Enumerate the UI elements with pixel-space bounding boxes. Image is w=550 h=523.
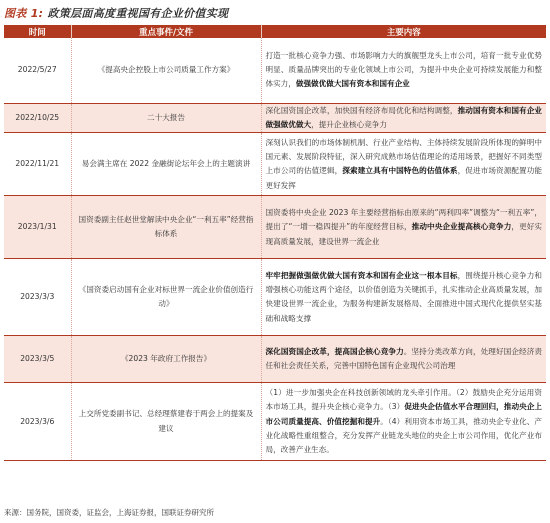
- content-text: 国资委将中央企业 2023 年主要经营指标由原来的“两利四率”调整为“一利五率”，提出了“一增一稳四提升”的年度经营目标，: [265, 207, 542, 232]
- row-date: 2022/5/27: [4, 38, 71, 103]
- row-event: 《2023 年政府工作报告》: [71, 336, 261, 383]
- row-content: [261, 38, 546, 103]
- row-date: 2023/3/6: [4, 383, 71, 461]
- content-text: ，促进市场资源配置功能更好发挥: [265, 166, 543, 190]
- content-text: 深化国资国企改革，加快国有经济布局优化和结构调整，: [265, 105, 458, 115]
- row-content: [261, 336, 546, 383]
- content-text: （1）进一步加强央企在科技创新领域的龙头牵引作用。（2）鼓励央企充分运用资本市场工具，提升央企核心竞争力。（3）: [265, 387, 542, 412]
- header-date: 时间: [4, 25, 71, 38]
- row-content: [261, 259, 546, 336]
- row-event: 《国资委启动国有企业对标世界一流企业价值创造行动》: [71, 259, 261, 336]
- content-emphasis: 推动中央企业提高核心竞争力: [411, 222, 512, 232]
- header-event: 重点事件/文件: [71, 25, 261, 38]
- row-date: 2022/11/21: [4, 133, 71, 196]
- content-text: 打造一批核心竞争力强、市场影响力大的旗舰型龙头上市公司，培育一批专业优势明显、质量品牌突出的专业化领域上市公司，为提升中央企业可持续发展能力和整体实力，: [265, 50, 542, 89]
- content-emphasis: 推动国有资本和国有企业做强做优做大: [265, 105, 543, 129]
- table-row: [4, 103, 546, 133]
- policy-table: [4, 25, 546, 461]
- content-emphasis: 做强做优做大国有资本和国有企业: [295, 79, 410, 89]
- figure-title: [4, 5, 228, 21]
- table-row: [4, 38, 546, 103]
- content-emphasis: 深化国资国企改革，提高国企核心竞争力: [265, 346, 404, 356]
- table-row: [4, 259, 546, 336]
- row-content: [261, 133, 546, 196]
- row-date: 2022/10/25: [4, 103, 71, 133]
- row-event: 二十大报告: [71, 103, 261, 133]
- content-emphasis: 牢牢把握做强做优做大国有资本和国有企业这一根本目标: [265, 270, 458, 280]
- row-content: [261, 383, 546, 461]
- row-content: [261, 196, 546, 259]
- content-emphasis: 探索建立具有中国特色的估值体系: [342, 166, 458, 176]
- figure-title-text: 政策层面高度重视国有企业价值实现: [47, 7, 229, 20]
- table-row: [4, 336, 546, 383]
- content-text: 。坚持分类改革方向，处理好国企经济责任和社会责任关系，完善中国特色国有企业现代公司治理: [265, 346, 543, 371]
- content-text: ，提升企业核心竞争力: [311, 119, 387, 129]
- row-content: [261, 103, 546, 133]
- row-event: 《提高央企控股上市公司质量工作方案》: [71, 38, 261, 103]
- header-content: 主要内容: [261, 25, 546, 38]
- figure-label: 图表 1:: [4, 7, 44, 20]
- content-text: 。（4）利用资本市场工具，推动央企专业化、产业化战略性重组整合，充分发挥产业链龙头地位的央企上市公司作用，优化产业布局，改善产业生态。: [265, 416, 543, 455]
- content-text: 深刻认识我们的市场体制机制、行业产业结构、主体持续发展阶段所体现的鲜明中国元素、发展阶段特征，深入研究成熟市场估值理论的适用场景，把握好不同类型上市公司的估值逻辑，: [265, 137, 542, 176]
- row-date: 2023/1/31: [4, 196, 71, 259]
- row-event: 易会满主席在 2022 金融街论坛年会上的主题演讲: [71, 133, 261, 196]
- content-text: ，更好实现高质量发展，建设世界一流企业: [265, 222, 543, 246]
- table-row: [4, 196, 546, 259]
- table-header-row: [4, 25, 546, 38]
- source-note: 来源：国务院，国资委，证监会，上海证券报，国联证券研究所: [4, 508, 214, 517]
- content-text: ，围绕提升核心竞争力和增强核心功能这两个途径，以价值创造为关键抓手，扎实推动企业高质量发展，加快建设世界一流企业，为服务构建新发展格局、全面推进中国式现代化提供坚实基础和战略支撑: [265, 270, 543, 323]
- table-row: [4, 383, 546, 461]
- content-emphasis: 促进央企估值水平合理回归，推动央企上市公司质量提高、价值挖掘和提升: [265, 402, 543, 426]
- row-event: 国资委副主任赵世堂解读中央企业“一利五率”经营指标体系: [71, 196, 261, 259]
- row-event: 上交所党委副书记、总经理蔡建春于两会上的提案及建议: [71, 383, 261, 461]
- row-date: 2023/3/5: [4, 336, 71, 383]
- table-row: [4, 133, 546, 196]
- row-date: 2023/3/3: [4, 259, 71, 336]
